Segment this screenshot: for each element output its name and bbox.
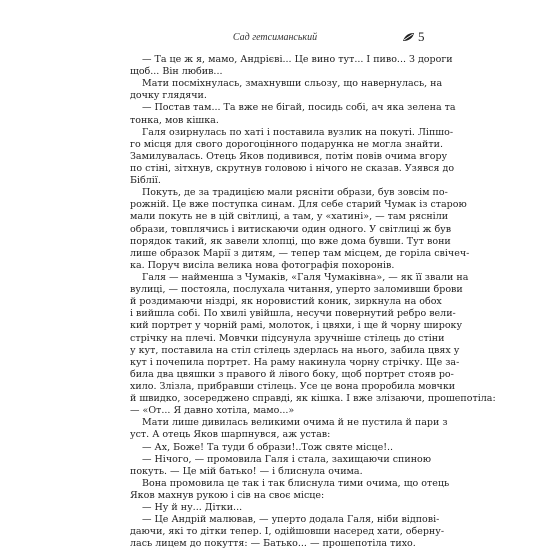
leaf-ornament-icon bbox=[402, 31, 416, 43]
text-line: покуть. — Це мій батько! — і блиснула очима. bbox=[130, 465, 363, 477]
text-line: рожній. Це вже поступка синам. Для себе старий Чумак із старою bbox=[130, 199, 467, 211]
text-line: по стіні, зітхнув, скрутнув головою і нічого не сказав. Узявся до bbox=[130, 162, 455, 174]
text-line: мали покуть не в цій світлиці, а там, у «хатині», — там рясніли bbox=[130, 211, 449, 223]
text-line: й роздимаючи ніздрі, як норовистий коник, зиркнула на обох bbox=[130, 296, 442, 308]
text-line: ка. Поруч висіла велика нова фотографія похоронів. bbox=[130, 259, 395, 271]
text-line: стрічку на плечі. Мовчки підсунула зручніше стілець до стіни bbox=[130, 332, 445, 344]
text-line: Замилувалась. Отець Яков подивився, потім повів очима вгору bbox=[130, 150, 448, 162]
text-line: кий портрет у чорній рамі, молоток, і цвяхи, і ще й чорну широку bbox=[130, 320, 463, 332]
text-line: і вийшла собі. По хвилі увійшла, несучи повернутий ребро вели- bbox=[130, 308, 456, 320]
text-line: Мати лише дивилась великими очима й не пустила й пари з bbox=[142, 417, 448, 429]
text-line: — Ну й ну... Дітки... bbox=[142, 502, 243, 514]
text-line: у кут, поставила на стіл стілець здерлась на нього, забила цвях у bbox=[130, 344, 460, 356]
text-line: образи, товплячись і витискаючи один одного. У світлиці ж був bbox=[130, 223, 452, 235]
page-number: 5 bbox=[418, 29, 425, 44]
text-line: лише образок Марії з дитям, — тепер там місцем, де горіла свічеч- bbox=[130, 247, 470, 259]
text-line: Біблії. bbox=[130, 175, 161, 187]
text-line: дочку глядячи. bbox=[130, 90, 207, 102]
text-line: й швидко, зосереджено справді, як кішка. І вже злізаючи, прошепотіла: bbox=[130, 393, 496, 405]
text-line: — Постав там... Та вже не бігай, посидь собі, ач яка зелена та bbox=[142, 102, 456, 114]
text-line: го місця для свого дорогоцінного подарунка не могла знайти. bbox=[130, 138, 443, 150]
text-line: — «От... Я давно хотіла, мамо...» bbox=[130, 405, 295, 417]
text-line: уст. А отець Яков шарпнувся, аж устав: bbox=[130, 429, 331, 441]
text-line: лась лицем до покуття: — Батько... — прошепотіла тихо. bbox=[130, 538, 416, 550]
text-line: — Ах, Боже! Та туди б образи!..Тож святе місце!.. bbox=[142, 441, 394, 453]
book-title: Сад гетсиманський bbox=[232, 32, 318, 43]
text-body bbox=[130, 54, 496, 550]
text-line: Яков махнув рукою і сів на своє місце: bbox=[130, 489, 325, 501]
text-line: кут і почепила портрет. На раму накинула чорну стрічку. Ще за- bbox=[130, 356, 460, 368]
text-line: тонка, мов кішка. bbox=[130, 114, 219, 126]
text-line: Галя — найменша з Чумаків, «Галя Чумаківна», — як її звали на bbox=[142, 271, 469, 283]
running-head bbox=[0, 30, 550, 48]
text-line: Мати посміхнулась, змахнувши сльозу, що навернулась, на bbox=[142, 78, 443, 90]
text-line: Вона промовила це так і так блиснула тими очима, що отець bbox=[142, 477, 450, 489]
text-line: даючи, які то дітки тепер. І, одійшовши насеред хати, оберну- bbox=[130, 526, 445, 538]
text-line: щоб... Він любив... bbox=[130, 66, 223, 78]
text-line: — Це Андрій малював, — уперто додала Галя, ніби відпові- bbox=[142, 514, 440, 526]
text-line: — Нічого, — промовила Галя і стала, захищаючи спиною bbox=[142, 453, 432, 465]
text-line: хило. Злізла, прибравши стілець. Усе це вона проробила мовчки bbox=[130, 380, 456, 392]
text-line: вулиці, — постояла, послухала читання, уперто заломивши брови bbox=[130, 284, 463, 296]
text-line: Покуть, де за традицією мали рясніти образи, був зовсім по- bbox=[142, 187, 448, 199]
text-line: порядок такий, як завели хлопці, що вже дома бувши. Тут вони bbox=[130, 235, 451, 247]
text-line: Галя озирнулась по хаті і поставила вузлик на покуті. Ліпшо- bbox=[142, 126, 454, 138]
text-line: била два цвяшки з правого й лівого боку, щоб портрет стояв ро- bbox=[130, 368, 454, 380]
text-line: — Та це ж я, мамо, Андрієві... Це вино тут... І пиво... З дороги bbox=[142, 54, 453, 65]
